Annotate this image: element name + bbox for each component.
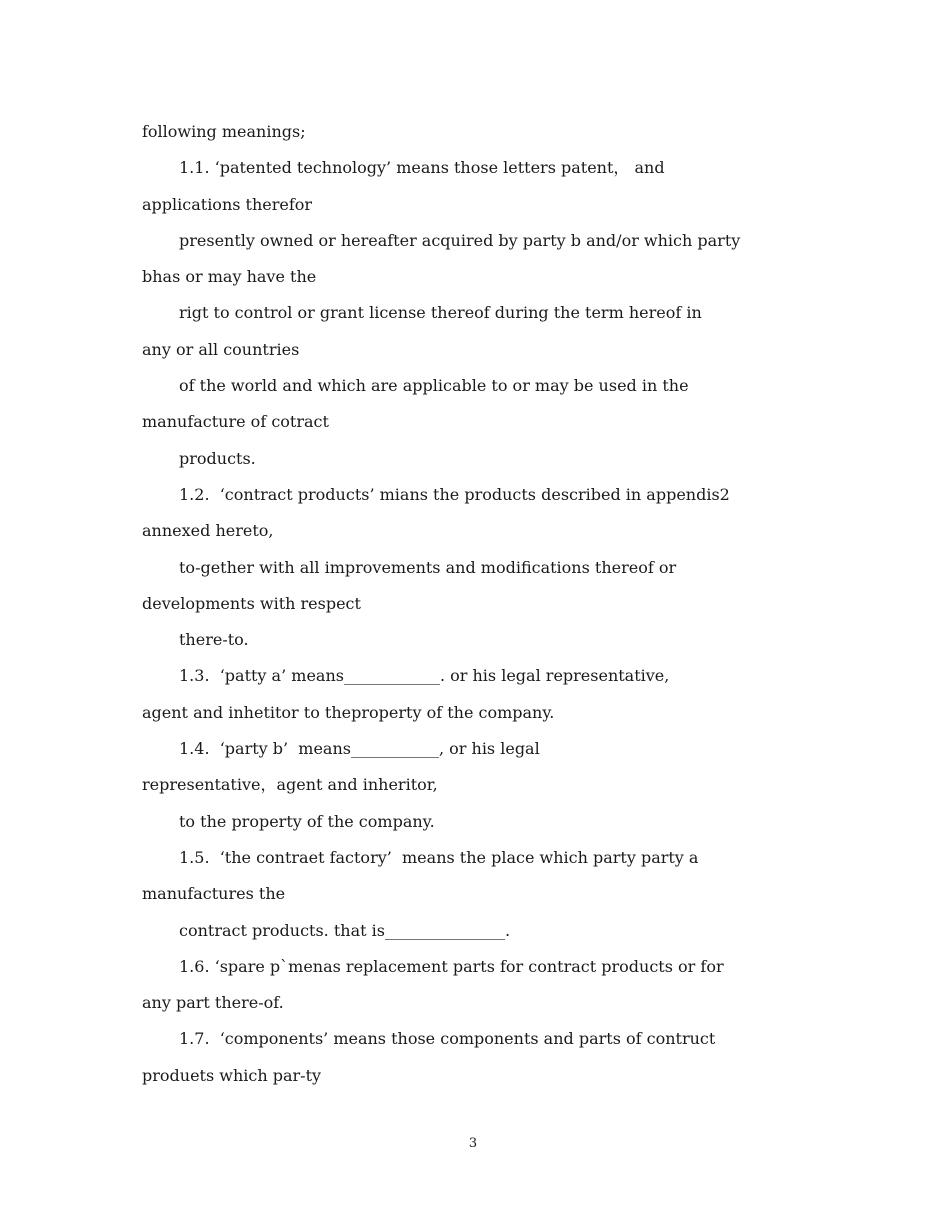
text-line: produets which par-ty: [142, 1065, 322, 1085]
text-line: any or all countries: [142, 339, 300, 359]
text-line: agent and inhetitor to theproperty of the company.: [142, 702, 555, 722]
text-line: bhas or may have the: [142, 267, 317, 287]
text-line: 1.3. ‘patty a’ means____________. or his legal representative,: [179, 666, 670, 686]
text-line: annexed hereto,: [142, 521, 274, 541]
text-line: applications therefor: [142, 194, 313, 214]
page-number: 3: [468, 1136, 478, 1151]
text-line: 1.1. ‘patented technology’ means those letters patent， and: [179, 158, 665, 178]
text-line: manufactures the: [142, 884, 286, 904]
text-line: following meanings;: [142, 122, 306, 141]
text-line: to the property of the company.: [179, 811, 435, 831]
text-line: manufacture of cotract: [142, 412, 329, 432]
text-line: to-gether with all improvements and modifications thereof or: [179, 557, 677, 577]
text-line: any part there-of.: [142, 993, 284, 1013]
text-line: representative，agent and inheritor,: [142, 775, 438, 795]
text-line: there-to.: [179, 630, 249, 650]
text-line: rigt to control or grant license thereof during the term hereof in: [179, 303, 702, 323]
document-body: [142, 114, 822, 1094]
text-line: 1.5. ‘the contraet factory’ means the place which party party a: [179, 847, 699, 867]
text-line: products.: [179, 448, 256, 468]
text-line: contract products. that is_______________.: [179, 920, 511, 940]
text-line: developments with respect: [142, 593, 361, 613]
text-line: 1.2. ‘contract products’ mians the products described in appendis2: [179, 484, 730, 504]
text-line: 1.7. ‘components’ means those components and parts of contruct: [179, 1029, 716, 1049]
text-line: presently owned or hereafter acquired by party b and/or which party: [179, 230, 741, 250]
text-line: 1.6. ‘spare p`menas replacement parts for contract products or for: [179, 956, 724, 976]
text-line: of the world and which are applicable to or may be used in the: [179, 376, 689, 396]
text-line: 1.4. ‘party b’ means___________, or his legal: [179, 739, 540, 759]
